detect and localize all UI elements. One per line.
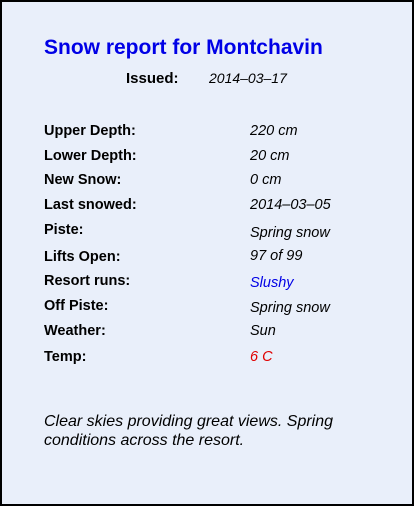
row-last-snowed <box>2 197 412 219</box>
piste-label: Piste: <box>44 222 84 238</box>
conditions-summary: Clear skies providing great views. Spring conditions across the resort. <box>44 413 334 449</box>
row-temp <box>2 349 412 371</box>
temp-value: 6 C <box>250 349 273 365</box>
temp-label: Temp: <box>44 349 87 365</box>
issued-date: 2014–03–17 <box>209 70 287 86</box>
upper-depth-label: Upper Depth: <box>44 123 136 139</box>
row-piste <box>2 222 412 244</box>
row-weather <box>2 323 412 345</box>
issued-label: Issued: <box>126 70 179 87</box>
lifts-open-value: 97 of 99 <box>250 248 303 264</box>
weather-label: Weather: <box>44 323 106 339</box>
last-snowed-value: 2014–03–05 <box>250 197 331 213</box>
resort-runs-label: Resort runs: <box>44 273 131 289</box>
last-snowed-label: Last snowed: <box>44 197 137 213</box>
report-title: Snow report for Montchavin <box>44 36 323 59</box>
new-snow-value: 0 cm <box>250 172 282 188</box>
weather-value: Sun <box>250 323 276 339</box>
new-snow-label: New Snow: <box>44 172 122 188</box>
row-new-snow <box>2 172 412 194</box>
lifts-open-label: Lifts Open: <box>44 249 121 265</box>
row-resort-runs <box>2 273 412 295</box>
off-piste-value: Spring snow <box>250 300 330 316</box>
piste-value: Spring snow <box>250 225 330 241</box>
row-lifts-open <box>2 249 412 271</box>
row-upper-depth <box>2 123 412 145</box>
row-off-piste <box>2 298 412 320</box>
resort-runs-value: Slushy <box>250 275 294 291</box>
lower-depth-value: 20 cm <box>250 148 290 164</box>
upper-depth-value: 220 cm <box>250 123 298 139</box>
off-piste-label: Off Piste: <box>44 298 109 314</box>
row-lower-depth <box>2 148 412 170</box>
lower-depth-label: Lower Depth: <box>44 148 137 164</box>
